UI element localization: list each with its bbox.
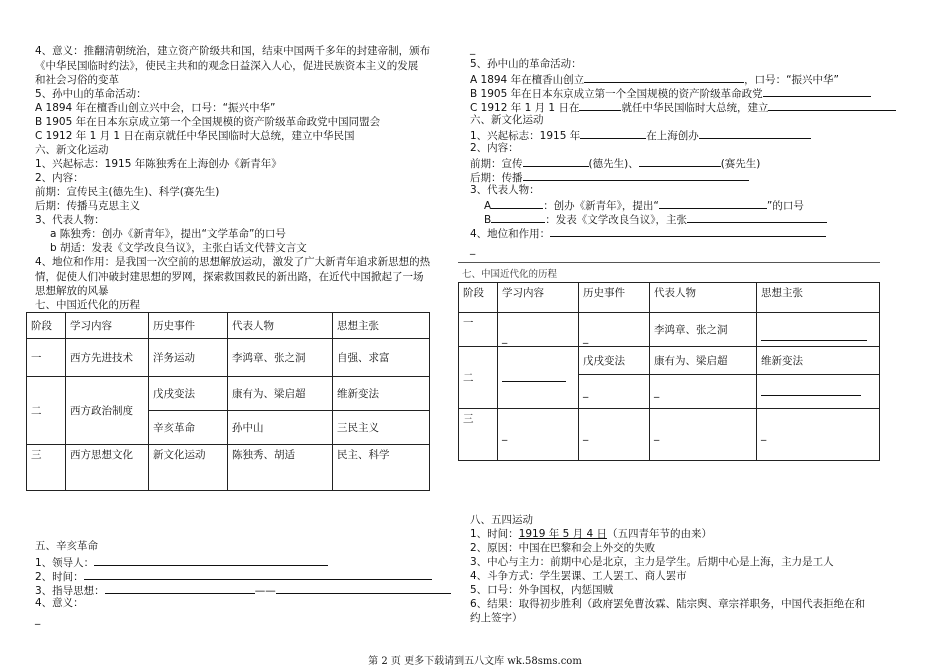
right-nc-title: 六、新文化运动 bbox=[470, 114, 544, 126]
table-row bbox=[459, 347, 880, 375]
right-ws-6-line-1: 6、结果：取得初步胜利（政府罢免曹汝霖、陆宗舆、章宗祥职务，中国代表拒绝在和 bbox=[470, 598, 866, 610]
header-stage: 阶段 bbox=[459, 283, 498, 313]
right-ws-2: 2、原因：中国在巴黎和会上外交的失败 bbox=[470, 542, 656, 554]
right-nc-b-label: B bbox=[484, 214, 492, 226]
left-sun-a: A 1894 年在檀香山创立兴中会，口号：“振兴中华” bbox=[35, 102, 276, 114]
left-nc-3: 3、代表人物： bbox=[35, 214, 105, 226]
right-ws-1-label: 1、时间： bbox=[470, 528, 519, 540]
header-people: 代表人物 bbox=[228, 313, 333, 339]
cell-event[interactable]: _ bbox=[579, 409, 650, 461]
header-stage: 阶段 bbox=[27, 313, 66, 339]
cell-people: 陈独秀、胡适 bbox=[228, 445, 333, 491]
right-nc-4-label: 4、地位和作用： bbox=[470, 228, 551, 240]
right-ws-4: 4、斗争方式：学生罢课、工人罢工、商人罢市 bbox=[470, 570, 687, 582]
header-content: 学习内容 bbox=[66, 313, 149, 339]
cell-idea: 民主、科学 bbox=[333, 445, 430, 491]
right-nc-a-tail: ”的口号 bbox=[766, 200, 804, 212]
left-meaning-line-2: 《中华民国临时约法》，使民主共和的观念日益深入人心，促进民族资本主义的发展 bbox=[35, 60, 419, 72]
table-header-row bbox=[27, 313, 430, 339]
cell-stage: 一 bbox=[27, 339, 66, 377]
right-nc-1-mid: 在上海创办 bbox=[646, 130, 699, 142]
nc-a-blank-1[interactable] bbox=[491, 197, 543, 209]
right-nc-1-label: 1、兴起标志：1915 年 bbox=[470, 130, 581, 142]
right-top-dash: _ bbox=[470, 43, 476, 55]
right-sun-c-mid: 就任中华民国临时大总统，建立 bbox=[621, 102, 769, 114]
left-modernization-table bbox=[26, 312, 430, 491]
cell-stage: 二 bbox=[27, 377, 66, 445]
table-row bbox=[27, 377, 430, 411]
cell-content: 西方思想文化 bbox=[66, 445, 149, 491]
left-xh-2-label: 2、时间： bbox=[35, 571, 84, 583]
sun-b-blank[interactable] bbox=[763, 85, 871, 97]
cell-content-blank[interactable] bbox=[498, 347, 579, 409]
cell-event: 戊戌变法 bbox=[579, 347, 650, 375]
right-ws-1-date: 1919 年 5 月 4 日 bbox=[518, 528, 607, 540]
right-nc-b-mid: ：发表《文学改良刍议》，主张 bbox=[545, 214, 687, 226]
ideology-blank-2[interactable] bbox=[276, 582, 451, 594]
sun-c-blank-2[interactable] bbox=[768, 99, 896, 111]
table-row bbox=[27, 445, 430, 491]
cell-event: 新文化运动 bbox=[149, 445, 228, 491]
right-mod-title: 七、中国近代化的历程 bbox=[462, 269, 558, 280]
left-xh-3-label: 3、指导思想： bbox=[35, 585, 105, 597]
right-nc-3: 3、代表人物： bbox=[470, 184, 540, 196]
right-modernization-table bbox=[458, 282, 880, 461]
header-event: 历史事件 bbox=[579, 283, 650, 313]
right-sun-b-label: B 1905 年在日本东京成立第一个全国规模的资产阶级革命政党 bbox=[470, 88, 763, 100]
left-nc-4-line-2: 情，促使人们冲破封建思想的罗网，探索救国救民的新出路，在近代中国掀起了一场 bbox=[35, 271, 424, 283]
right-ws-title: 八、五四运动 bbox=[470, 514, 533, 526]
right-nc-early-tail: (赛先生) bbox=[720, 158, 761, 170]
cell-idea-blank[interactable] bbox=[757, 375, 880, 409]
time-blank[interactable] bbox=[84, 568, 432, 580]
left-sun-c: C 1912 年 1 月 1 日在南京就任中华民国临时大总统，建立中华民国 bbox=[35, 130, 355, 142]
left-meaning-line-1: 4、意义：推翻清朝统治，建立资产阶级共和国，结束中国两千多年的封建帝制，颁布 bbox=[35, 45, 431, 57]
ideology-blank-1[interactable] bbox=[105, 582, 255, 594]
cell-idea: 三民主义 bbox=[333, 411, 430, 445]
right-ws-1-line bbox=[470, 527, 712, 541]
ideology-separator: —— bbox=[254, 585, 276, 597]
nc-late-blank[interactable] bbox=[523, 169, 749, 181]
right-ws-3: 3、中心与主力：前期中心是北京，主力是学生。后期中心是上海，主力是工人 bbox=[470, 556, 834, 568]
section-divider bbox=[458, 262, 880, 263]
left-nc-b: b 胡适：发表《文学改良刍议》，主张白话文代替文言文 bbox=[50, 242, 307, 254]
sun-c-blank-1[interactable] bbox=[579, 99, 621, 111]
right-ws-1-note: （五四青年节的由来） bbox=[606, 528, 712, 540]
right-sun-a-tail: ，口号：“振兴中华” bbox=[744, 74, 839, 86]
right-nc-early-label: 前期：宣传 bbox=[470, 158, 523, 170]
left-xh-1-label: 1、领导人： bbox=[35, 557, 95, 569]
left-nc-1: 1、兴起标志：1915 年陈独秀在上海创办《新青年》 bbox=[35, 158, 282, 170]
nc-4-blank[interactable] bbox=[550, 225, 826, 237]
cell-people: 李鸿章、张之洞 bbox=[650, 313, 757, 347]
right-ws-6-line-2: 约上签字） bbox=[470, 612, 523, 624]
page-footer: 第 2 页 更多下载请到五八文库 wk.58sms.com bbox=[368, 656, 582, 667]
right-sun-title: 5、孙中山的革命活动： bbox=[470, 58, 582, 70]
nc-early-blank-1[interactable] bbox=[523, 155, 589, 167]
cell-people: 康有为、梁启超 bbox=[650, 347, 757, 375]
header-event: 历史事件 bbox=[149, 313, 228, 339]
sun-a-blank[interactable] bbox=[584, 71, 744, 83]
right-nc-4-line bbox=[470, 225, 826, 241]
left-xh-title: 五、辛亥革命 bbox=[35, 540, 98, 552]
nc-a-blank-2[interactable] bbox=[659, 197, 767, 209]
left-sun-title: 5、孙中山的革命活动： bbox=[35, 88, 147, 100]
header-idea: 思想主张 bbox=[333, 313, 430, 339]
table-row bbox=[27, 339, 430, 377]
cell-idea[interactable]: _ bbox=[757, 409, 880, 461]
cell-stage: 三 bbox=[27, 445, 66, 491]
cell-idea-blank[interactable] bbox=[757, 313, 880, 347]
left-nc-2: 2、内容： bbox=[35, 172, 84, 184]
table-row bbox=[459, 409, 880, 461]
right-nc-dash: _ bbox=[470, 243, 476, 255]
nc-b-blank-1[interactable] bbox=[491, 211, 545, 223]
cell-idea: 维新变法 bbox=[333, 377, 430, 411]
right-sun-a-label: A 1894 年在檀香山创立 bbox=[470, 74, 585, 86]
leader-blank[interactable] bbox=[94, 554, 328, 566]
header-idea: 思想主张 bbox=[757, 283, 880, 313]
cell-content: 西方先进技术 bbox=[66, 339, 149, 377]
right-ws-5: 5、口号：外争国权，内惩国贼 bbox=[470, 584, 614, 596]
left-nc-early: 前期：宣传民主(德先生)、科学(赛先生) bbox=[35, 186, 220, 198]
cell-people: 李鸿章、张之洞 bbox=[228, 339, 333, 377]
cell-idea: 维新变法 bbox=[757, 347, 880, 375]
left-nc-title: 六、新文化运动 bbox=[35, 144, 109, 156]
cell-people: 孙中山 bbox=[228, 411, 333, 445]
header-people: 代表人物 bbox=[650, 283, 757, 313]
cell-event: 洋务运动 bbox=[149, 339, 228, 377]
cell-stage: 一 bbox=[459, 313, 498, 347]
content-blank-underline[interactable] bbox=[502, 370, 566, 382]
left-xh-4-label: 4、意义： bbox=[35, 597, 84, 609]
right-nc-1-line bbox=[470, 127, 811, 143]
cell-people: 康有为、梁启超 bbox=[228, 377, 333, 411]
header-content: 学习内容 bbox=[498, 283, 579, 313]
cell-people[interactable]: _ bbox=[650, 375, 757, 409]
right-nc-a-label: A bbox=[484, 200, 492, 212]
left-xh-3-line bbox=[35, 582, 451, 598]
right-nc-late-label: 后期：传播 bbox=[470, 172, 523, 184]
right-nc-a-mid: ：创办《新青年》，提出“ bbox=[543, 200, 659, 212]
right-nc-early-mid: (德先生)、 bbox=[588, 158, 639, 170]
left-xh-dash: _ bbox=[35, 613, 41, 625]
cell-event: 戊戌变法 bbox=[149, 377, 228, 411]
cell-content: 西方政治制度 bbox=[66, 377, 149, 445]
idea-blank-underline[interactable] bbox=[761, 384, 861, 396]
left-nc-a: a 陈独秀：创办《新青年》，提出“文学革命”的口号 bbox=[50, 228, 286, 240]
cell-event: 辛亥革命 bbox=[149, 411, 228, 445]
cell-content[interactable]: _ bbox=[498, 409, 579, 461]
nc-early-blank-2[interactable] bbox=[639, 155, 721, 167]
table-header-row bbox=[459, 283, 880, 313]
left-xh-4-line bbox=[35, 596, 84, 610]
cell-stage: 三 bbox=[459, 409, 498, 461]
left-nc-4-line-3: 思想解放的风暴 bbox=[35, 285, 109, 297]
cell-event[interactable]: _ bbox=[579, 375, 650, 409]
left-meaning-line-3: 和社会习俗的变革 bbox=[35, 74, 119, 86]
left-nc-late: 后期：传播马克思主义 bbox=[35, 200, 140, 212]
cell-idea: 自强、求富 bbox=[333, 339, 430, 377]
left-nc-4-line-1: 4、地位和作用：是我国一次空前的思想解放运动，激发了广大新青年追求新思想的热 bbox=[35, 256, 431, 268]
idea-blank-underline[interactable] bbox=[761, 329, 867, 341]
nc-1-blank-1[interactable] bbox=[580, 127, 646, 139]
cell-content[interactable]: _ bbox=[498, 313, 579, 347]
left-mod-title: 七、中国近代化的历程 bbox=[35, 299, 140, 311]
cell-people[interactable]: _ bbox=[650, 409, 757, 461]
nc-b-blank-2[interactable] bbox=[687, 211, 827, 223]
right-sun-c-label: C 1912 年 1 月 1 日在 bbox=[470, 102, 580, 114]
table-row bbox=[459, 313, 880, 347]
nc-1-blank-2[interactable] bbox=[699, 127, 811, 139]
cell-stage: 二 bbox=[459, 347, 498, 409]
left-sun-b: B 1905 年在日本东京成立第一个全国规模的资产阶级革命政党中国同盟会 bbox=[35, 116, 381, 128]
cell-event[interactable]: _ bbox=[579, 313, 650, 347]
right-nc-2: 2、内容： bbox=[470, 142, 519, 154]
